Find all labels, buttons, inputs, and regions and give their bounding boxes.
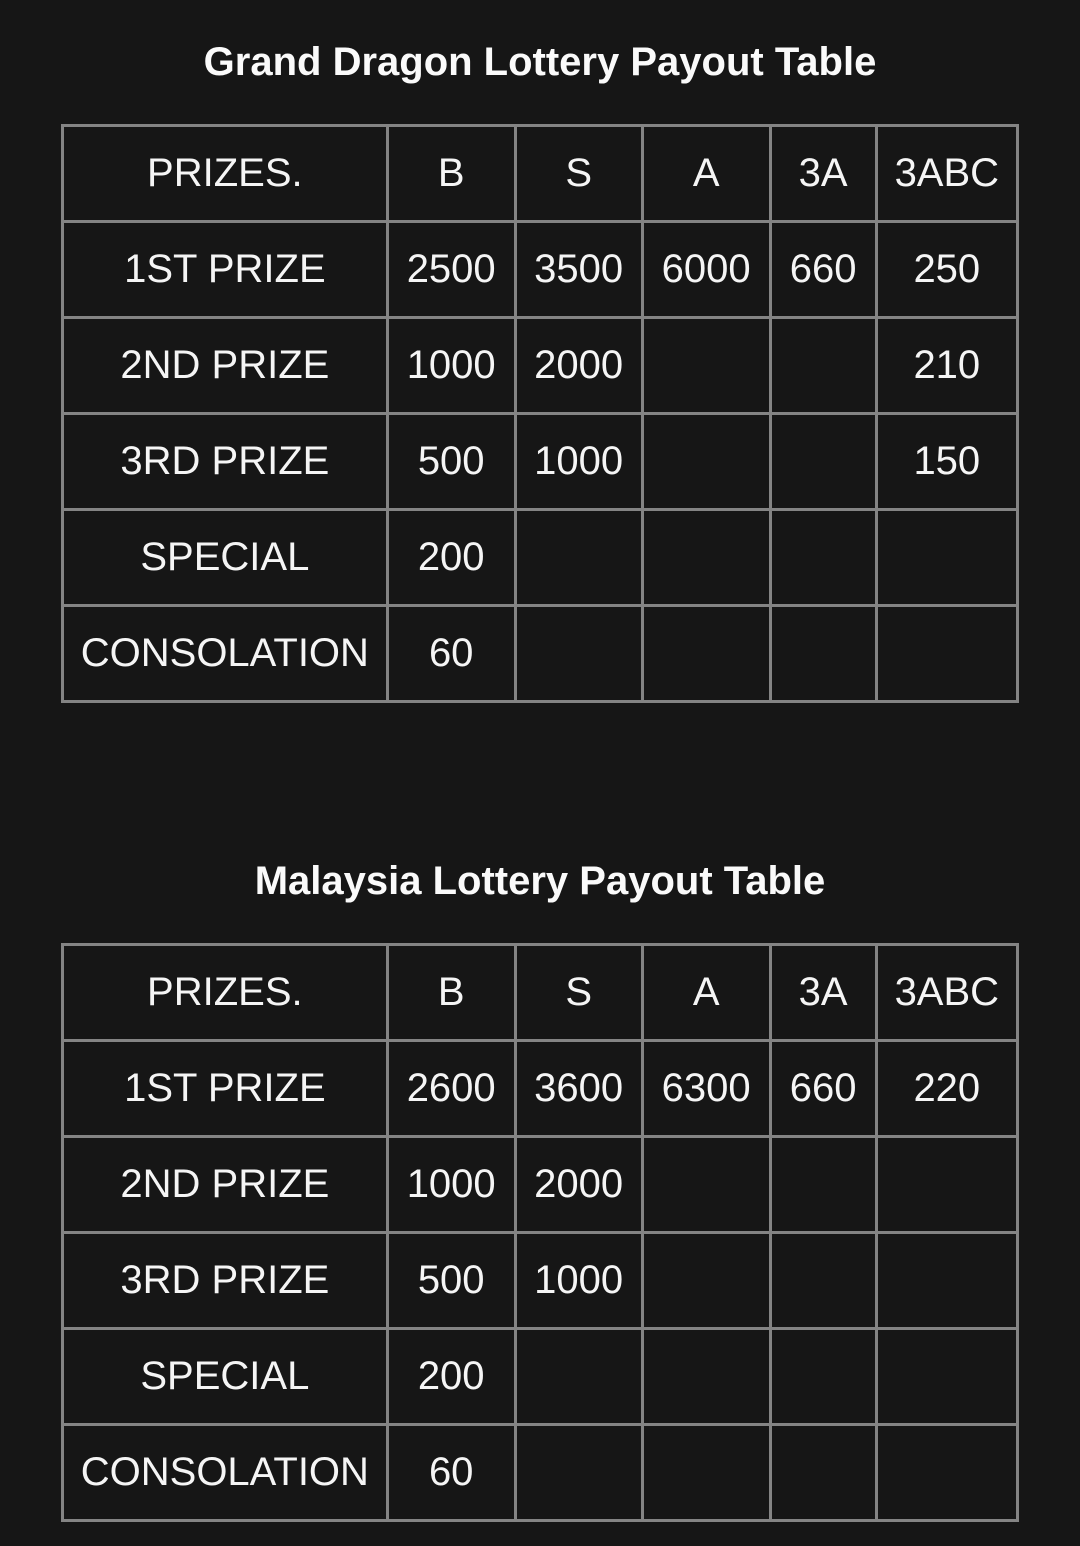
table-row bbox=[63, 606, 1018, 702]
cell-3a bbox=[770, 1329, 876, 1425]
cell-3abc bbox=[876, 1425, 1017, 1521]
cell-3a bbox=[770, 414, 876, 510]
cell-a: 6000 bbox=[642, 222, 770, 318]
cell-3abc: 150 bbox=[876, 414, 1017, 510]
cell-a bbox=[642, 1425, 770, 1521]
cell-3abc: 220 bbox=[876, 1041, 1017, 1137]
column-header-s: S bbox=[515, 945, 642, 1041]
cell-3abc bbox=[876, 510, 1017, 606]
cell-s bbox=[515, 1329, 642, 1425]
cell-b: 2500 bbox=[387, 222, 515, 318]
cell-b: 60 bbox=[387, 1425, 515, 1521]
column-header-a: A bbox=[642, 945, 770, 1041]
cell-a bbox=[642, 606, 770, 702]
cell-a bbox=[642, 318, 770, 414]
malaysia-payout-table bbox=[61, 943, 1019, 1522]
grand-dragon-table-title: Grand Dragon Lottery Payout Table bbox=[203, 40, 877, 84]
table-row bbox=[63, 222, 1018, 318]
table-row bbox=[63, 1233, 1018, 1329]
cell-b: 2600 bbox=[387, 1041, 515, 1137]
cell-s bbox=[515, 1425, 642, 1521]
cell-s: 3600 bbox=[515, 1041, 642, 1137]
header-row bbox=[63, 945, 1018, 1041]
cell-a: 6300 bbox=[642, 1041, 770, 1137]
cell-3abc: 210 bbox=[876, 318, 1017, 414]
row-label: 3RD PRIZE bbox=[63, 414, 388, 510]
cell-b: 60 bbox=[387, 606, 515, 702]
cell-a bbox=[642, 510, 770, 606]
table-row bbox=[63, 510, 1018, 606]
cell-b: 200 bbox=[387, 1329, 515, 1425]
cell-s: 1000 bbox=[515, 414, 642, 510]
cell-a bbox=[642, 1137, 770, 1233]
cell-s: 2000 bbox=[515, 318, 642, 414]
cell-b: 1000 bbox=[387, 1137, 515, 1233]
table-row bbox=[63, 1137, 1018, 1233]
column-header-3a: 3A bbox=[770, 945, 876, 1041]
column-header-3abc: 3ABC bbox=[876, 945, 1017, 1041]
row-label: 2ND PRIZE bbox=[63, 318, 388, 414]
malaysia-table-title: Malaysia Lottery Payout Table bbox=[254, 859, 826, 903]
cell-s bbox=[515, 510, 642, 606]
cell-s: 2000 bbox=[515, 1137, 642, 1233]
table-row bbox=[63, 1329, 1018, 1425]
cell-3abc: 250 bbox=[876, 222, 1017, 318]
cell-b: 500 bbox=[387, 1233, 515, 1329]
table-row bbox=[63, 1425, 1018, 1521]
cell-3abc bbox=[876, 1329, 1017, 1425]
table-row bbox=[63, 1041, 1018, 1137]
row-label: 3RD PRIZE bbox=[63, 1233, 388, 1329]
cell-3a bbox=[770, 606, 876, 702]
column-header-s: S bbox=[515, 126, 642, 222]
row-label: 2ND PRIZE bbox=[63, 1137, 388, 1233]
cell-3a bbox=[770, 1233, 876, 1329]
cell-s bbox=[515, 606, 642, 702]
cell-3abc bbox=[876, 1137, 1017, 1233]
column-header-b: B bbox=[387, 945, 515, 1041]
column-header-3a: 3A bbox=[770, 126, 876, 222]
row-label: 1ST PRIZE bbox=[63, 222, 388, 318]
cell-b: 500 bbox=[387, 414, 515, 510]
column-header-a: A bbox=[642, 126, 770, 222]
cell-s: 1000 bbox=[515, 1233, 642, 1329]
table-row bbox=[63, 414, 1018, 510]
row-label: CONSOLATION bbox=[63, 1425, 388, 1521]
grand-dragon-payout-table bbox=[61, 124, 1019, 703]
cell-a bbox=[642, 414, 770, 510]
header-row bbox=[63, 126, 1018, 222]
cell-a bbox=[642, 1329, 770, 1425]
cell-b: 200 bbox=[387, 510, 515, 606]
column-header-b: B bbox=[387, 126, 515, 222]
cell-3a: 660 bbox=[770, 1041, 876, 1137]
cell-3a bbox=[770, 318, 876, 414]
column-header-3abc: 3ABC bbox=[876, 126, 1017, 222]
cell-a bbox=[642, 1233, 770, 1329]
row-label: 1ST PRIZE bbox=[63, 1041, 388, 1137]
cell-s: 3500 bbox=[515, 222, 642, 318]
cell-3a: 660 bbox=[770, 222, 876, 318]
cell-3a bbox=[770, 510, 876, 606]
cell-b: 1000 bbox=[387, 318, 515, 414]
cell-3abc bbox=[876, 606, 1017, 702]
column-header-prizes: PRIZES. bbox=[63, 126, 388, 222]
cell-3a bbox=[770, 1137, 876, 1233]
column-header-prizes: PRIZES. bbox=[63, 945, 388, 1041]
cell-3a bbox=[770, 1425, 876, 1521]
row-label: SPECIAL bbox=[63, 1329, 388, 1425]
row-label: SPECIAL bbox=[63, 510, 388, 606]
cell-3abc bbox=[876, 1233, 1017, 1329]
table-row bbox=[63, 318, 1018, 414]
row-label: CONSOLATION bbox=[63, 606, 388, 702]
